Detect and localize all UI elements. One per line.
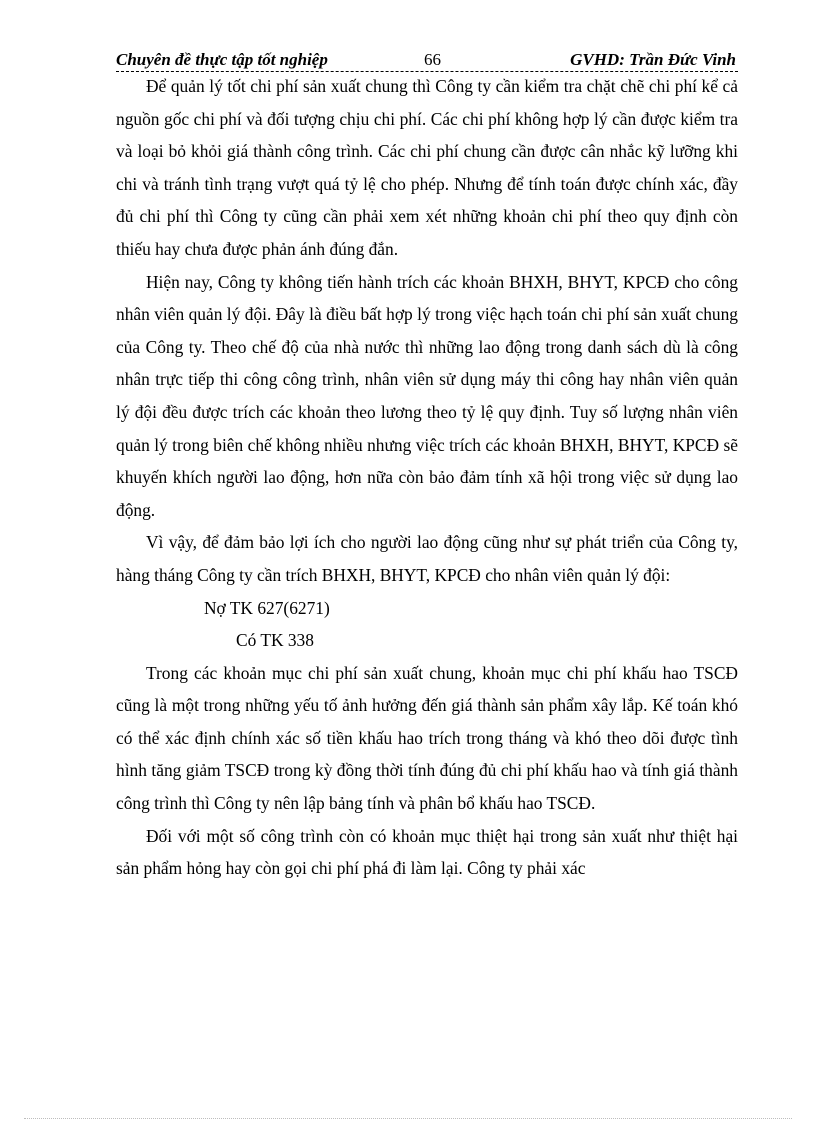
page-number: 66 [424,50,441,69]
document-body [116,70,738,885]
paragraph-production-losses: Đối với một số công trình còn có khoản mục thiệt hại trong sản xuất như thiệt hại sản phẩm hỏng hay còn gọi chi phí phá đi làm lại. Công ty phải xác [116,825,738,879]
journal-entry-credit: Có TK 338 [236,630,314,651]
paragraph-insurance-contributions: Hiện nay, Công ty không tiến hành trích các khoản BHXH, BHYT, KPCĐ cho công nhân viên quản lý đội. Đây là điều bất hợp lý trong việc hạch toán chi phí sản xuất chung của Công ty. Theo chế độ của nhà nước thì những lao động trong danh sách dù là công nhân trực tiếp thi công công trình, nhân viên sử dụng máy thi công hay nhân viên quản lý đội đều được trích các khoản theo lương theo tỷ lệ quy định. Tuy số lượng nhân viên quản lý trong biên chế không nhiều nhưng việc trích các khoản BHXH, BHYT, KPCĐ sẽ khuyến khích người lao động, hơn nữa còn bảo đảm tính xã hội trong việc sử dụng lao động. [116,271,738,520]
paragraph-overhead-control: Để quản lý tốt chi phí sản xuất chung thì Công ty cần kiểm tra chặt chẽ chi phí kể cả nguồn gốc chi phí và đối tượng chịu chi phí. Các chi phí không hợp lý cần được kiểm tra và loại bỏ khỏi giá thành công trình. Các chi phí chung cần được cân nhắc kỹ lưỡng khi chi và tránh tình trạng vượt quá tỷ lệ cho phép. Nhưng để tính toán được chính xác, đầy đủ chi phí thì Công ty cũng cần phải xem xét những khoản chi phí theo quy định còn thiếu hay chưa được phản ánh đúng đắn. [116,76,738,259]
paragraph-depreciation: Trong các khoản mục chi phí sản xuất chung, khoản mục chi phí khấu hao TSCĐ cũng là một trong những yếu tố ảnh hưởng đến giá thành sản phẩm xây lắp. Kế toán khó có thể xác định chính xác số tiền khấu hao trích trong tháng và khó theo dõi được tình hình tăng giảm TSCĐ trong kỳ đồng thời tính đúng đủ chi phí khấu hao và tính giá thành công trình thì Công ty nên lập bảng tính và phân bổ khấu hao TSCĐ. [116,662,738,814]
footer-divider [24,1118,792,1119]
header-document-title: Chuyên đề thực tập tốt nghiệp [116,50,328,69]
page-header [116,48,738,72]
paragraph-recommendation: Vì vậy, để đảm bảo lợi ích cho người lao động cũng như sự phát triển của Công ty, hàng tháng Công ty cần trích BHXH, BHYT, KPCĐ cho nhân viên quản lý đội: [116,532,738,585]
journal-entry-debit: Nợ TK 627(6271) [204,597,330,618]
header-supervisor: GVHD: Trần Đức Vinh [570,50,736,69]
